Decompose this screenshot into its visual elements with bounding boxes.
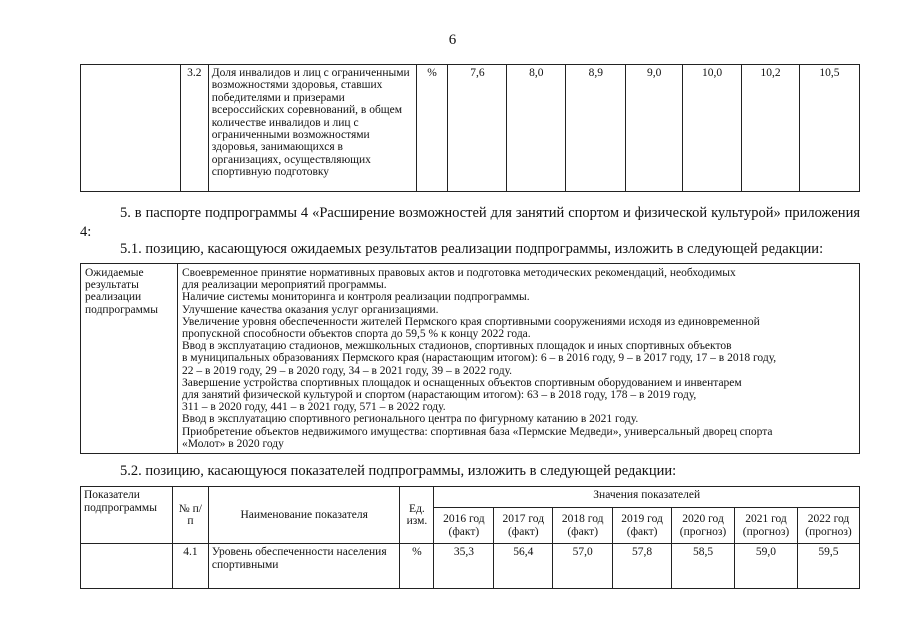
value-cell: 7,6 bbox=[448, 65, 507, 192]
table-header-row bbox=[81, 487, 860, 508]
value-cell: 59,5 bbox=[797, 544, 859, 589]
header-year: 2017 год (факт) bbox=[494, 508, 553, 544]
value-cell: 59,0 bbox=[735, 544, 798, 589]
indicator-name: Уровень обеспеченности населения спортивными bbox=[208, 544, 400, 589]
header-indicators: Показатели подпрограммы bbox=[81, 487, 173, 544]
text-line: Завершение устройства спортивных площадок и оснащенных объектов спортивным оборудованием и инвентарем bbox=[182, 376, 742, 389]
text-line: Наличие системы мониторинга и контроля реализации подпрограммы. bbox=[182, 291, 530, 304]
value-cell: 57,8 bbox=[613, 544, 672, 589]
value-cell: 9,0 bbox=[626, 65, 683, 192]
text-line: Улучшение качества оказания услуг организациями. bbox=[182, 303, 439, 316]
table-row bbox=[81, 264, 860, 454]
empty-cell bbox=[81, 65, 181, 192]
value-cell: 56,4 bbox=[494, 544, 553, 589]
header-unit: Ед. изм. bbox=[400, 487, 434, 544]
indicator-name: Доля инвалидов и лиц с ограниченными возможностями здоровья, ставших победителями и призерами всероссийских соревнований, в общем количестве инвалидов и лиц с ограниченными возможностями здоровья, занимающихся в организациях, осуществляющих спортивную подготовку bbox=[208, 65, 416, 192]
header-number: № п/п bbox=[172, 487, 208, 544]
expected-results-text bbox=[178, 264, 860, 454]
empty-cell bbox=[81, 544, 173, 589]
paragraph-5-2: 5.2. позицию, касающуюся показателей подпрограммы, изложить в следующей редакции: bbox=[120, 463, 677, 479]
row-number: 3.2 bbox=[180, 65, 208, 192]
text-line: для занятий физической культурой и спортом (нарастающим итогом): 63 – в 2018 году, 178 – в 2019 году, bbox=[182, 389, 697, 402]
paragraph-5-1: 5.1. позицию, касающуюся ожидаемых результатов реализации подпрограммы, изложить в следующей редакции: bbox=[120, 241, 824, 257]
text-line: пропускной способности объектов спорта до 59,5 % к концу 2022 года. bbox=[182, 328, 531, 341]
table-row bbox=[81, 65, 860, 192]
indicators-table-continued bbox=[80, 64, 860, 192]
header-year: 2016 год (факт) bbox=[434, 508, 494, 544]
expected-results-label: Ожидаемые результаты реализации подпрограммы bbox=[81, 264, 178, 454]
text-line: «Молот» в 2020 году bbox=[182, 437, 284, 450]
expected-results-table bbox=[80, 263, 860, 454]
page-number: 6 bbox=[448, 32, 457, 48]
header-year: 2019 год (факт) bbox=[613, 508, 672, 544]
text-line: Увеличение уровня обеспеченности жителей Пермского края спортивными сооружениями исходя из единовременной bbox=[182, 315, 760, 328]
value-cell: 10,2 bbox=[742, 65, 800, 192]
header-values-group: Значения показателей bbox=[434, 487, 860, 508]
value-cell: 35,3 bbox=[434, 544, 494, 589]
header-year: 2022 год (прогноз) bbox=[797, 508, 859, 544]
value-cell: 8,0 bbox=[507, 65, 566, 192]
value-cell: 58,5 bbox=[672, 544, 735, 589]
value-cell: 57,0 bbox=[553, 544, 613, 589]
unit-cell: % bbox=[416, 65, 448, 192]
header-year: 2020 год (прогноз) bbox=[672, 508, 735, 544]
text-line: 311 – в 2020 году, 441 – в 2021 году, 571 – в 2022 году. bbox=[182, 401, 446, 414]
header-indicator-name: Наименование показателя bbox=[208, 487, 400, 544]
header-year: 2021 год (прогноз) bbox=[735, 508, 798, 544]
header-year: 2018 год (факт) bbox=[553, 508, 613, 544]
value-cell: 10,5 bbox=[799, 65, 859, 192]
table-row bbox=[81, 544, 860, 589]
text-line: Приобретение объектов недвижимого имущества: спортивная база «Пермские Медведи», универсальный дворец спорта bbox=[182, 425, 773, 438]
text-line: для реализации мероприятий программы. bbox=[182, 279, 387, 292]
value-cell: 10,0 bbox=[683, 65, 742, 192]
value-cell: 8,9 bbox=[566, 65, 626, 192]
paragraph-5: 5. в паспорте подпрограммы 4 «Расширение возможностей для занятий спортом и физической культурой» приложения 4: bbox=[80, 205, 860, 240]
subprogram-indicators-table bbox=[80, 486, 860, 589]
text-line: Ввод в эксплуатацию стадионов, межшкольных стадионов, спортивных площадок и иных спортивных объектов bbox=[182, 340, 732, 353]
text-line: 22 – в 2019 году, 29 – в 2020 году, 34 – в 2021 году, 39 – в 2022 году. bbox=[182, 364, 513, 377]
row-number: 4.1 bbox=[172, 544, 208, 589]
unit-cell: % bbox=[400, 544, 434, 589]
text-line: в муниципальных образованиях Пермского края (нарастающим итогом): 6 – в 2016 году, 9 – в 2017 году, 17 – в 2018 году, bbox=[182, 352, 777, 365]
text-line: Ввод в эксплуатацию спортивного регионального центра по фигурному катанию в 2021 году. bbox=[182, 413, 639, 426]
text-line: Своевременное принятие нормативных правовых актов и подготовка методических рекомендаций, необходимых bbox=[182, 267, 736, 279]
